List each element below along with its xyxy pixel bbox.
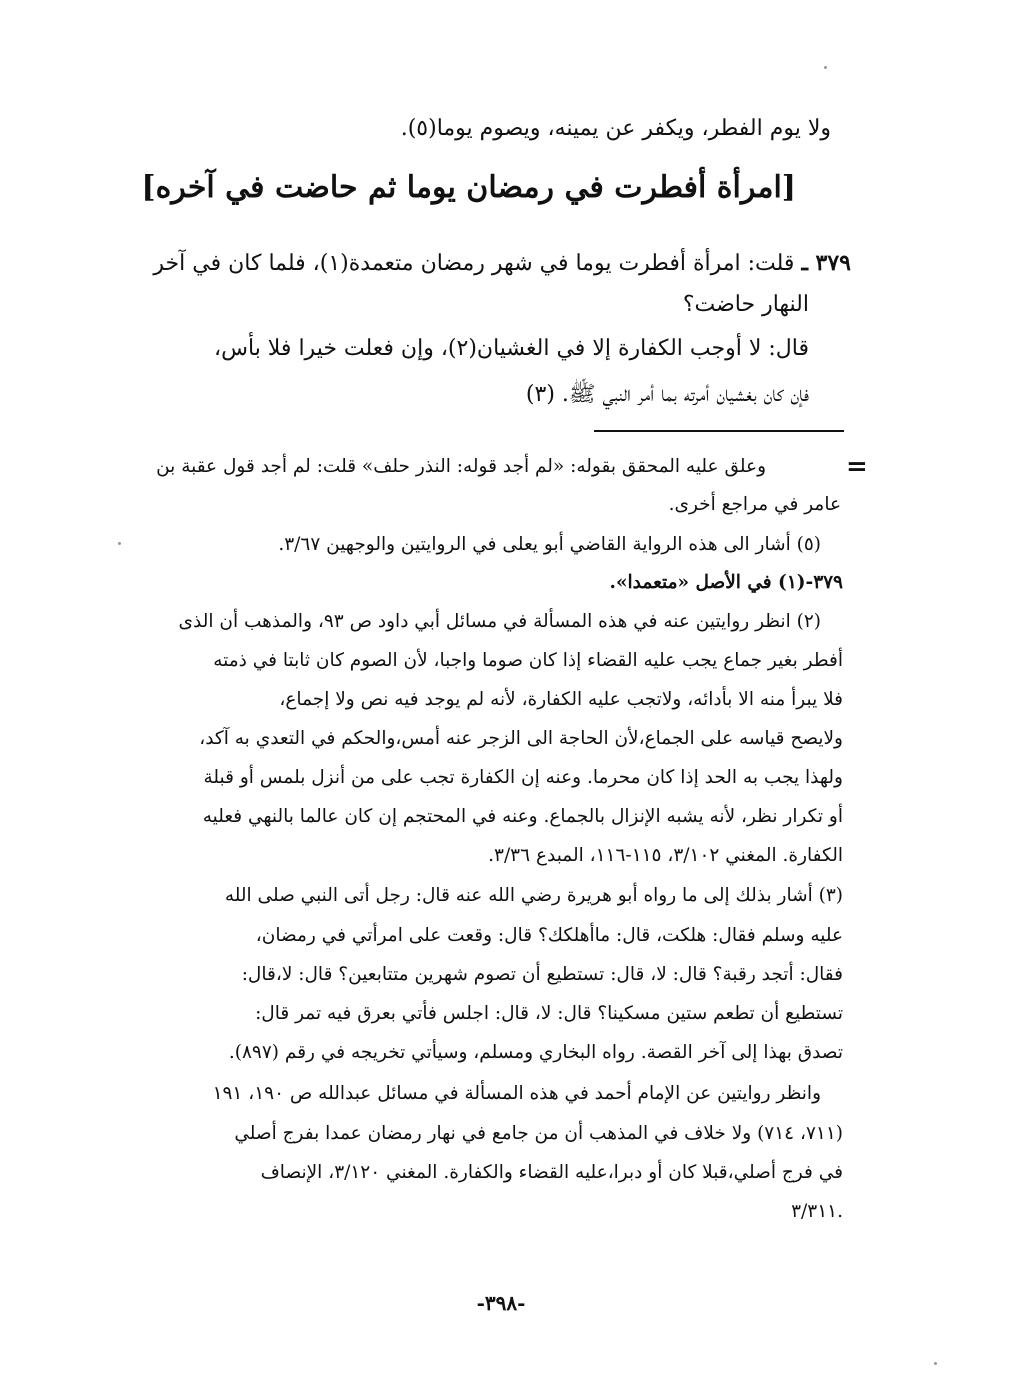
entry-line-3: قال: لا أوجب الكفارة إلا في الغشيان(٢)، وإن فعلت خيرا فلا بأس، — [214, 336, 809, 361]
footnote-line: تصدق بهذا إلى آخر القصة. رواه البخاري ومسلم، وسيأتي تخريجه في رقم (٨٩٧). — [228, 1042, 843, 1063]
page-number: -٣٩٨- — [476, 1291, 526, 1315]
footnote-line: عليه وسلم فقال: هلكت، قال: ماأهلكك؟ قال: وقعت على امرأتي في رمضان، — [255, 925, 843, 946]
entry-line-4: فإن كان بغشيان أمرته بما أمر النبي ﷺ. (٣) — [525, 382, 809, 407]
entry-line-2: النهار حاضت؟ — [682, 292, 809, 317]
footnote-line: (٧١١، ٧١٤) ولا خلاف في المذهب أن من جامع في نهار رمضان عمدا بفرج أصلي — [234, 1123, 843, 1144]
entry-text-1: قلت: امرأة أفطرت يوما في شهر رمضان متعمدة(١)، فلما كان في آخر — [153, 251, 795, 276]
footnote-line: ٣/٣١١. — [791, 1201, 843, 1222]
footnote-line: أفطر بغير جماع يجب عليه القضاء إذا كان صوما واجبا، لأن الصوم كان ثابتا في ذمته — [213, 650, 843, 671]
footnote-line: الكفارة. المغني ٣/١٠٢، ١١٥-١١٦، المبدع ٣/٣٦. — [488, 845, 843, 866]
footnote-separator — [594, 430, 844, 432]
footnote-line: (٥) أشار الى هذه الرواية القاضي أبو يعلى في الروايتين والوجهين ٣/٦٧. — [278, 534, 821, 555]
scan-speck — [824, 66, 827, 69]
scan-speck — [118, 542, 121, 545]
footnote-line: فلا يبرأ منه الا بأدائه، ولاتجب عليه الكفارة، لأنه لم يوجد فيه نص ولا إجماع، — [279, 689, 843, 710]
section-heading: [امرأة أفطرت في رمضان يوما ثم حاضت في آخره] — [141, 170, 796, 205]
footnote-line: في فرج أصلي،قبلا كان أو دبرا،عليه القضاء والكفارة. المغني ٣/١٢٠، الإنصاف — [260, 1162, 843, 1183]
footnote-line: فقال: أتجد رقبة؟ قال: لا، قال: تستطيع أن تصوم شهرين متتابعين؟ قال: لا،قال: — [241, 964, 843, 985]
top-line: ولا يوم الفطر، ويكفر عن يمينه، ويصوم يوما(٥). — [400, 116, 831, 141]
footnote-line: (٢) انظر روايتين عنه في هذه المسألة في مسائل أبي داود ص ٩٣، والمذهب أن الذى — [178, 611, 821, 632]
continuation-marker: = — [846, 452, 868, 482]
entry-line-1 — [153, 250, 851, 276]
footnote-line: وعلق عليه المحقق بقوله: «لم أجد قوله: النذر حلف» قلت: لم أجد قول عقبة بن — [156, 456, 766, 477]
footnote-line: عامر في مراجع أخرى. — [668, 494, 841, 515]
footnote-line: ولايصح قياسه على الجماع،لأن الحاجة الى الزجر عنه أمس،والحكم في التعدي به آكد، — [199, 728, 843, 749]
entry-number: ٣٧٩ ـ — [801, 250, 851, 276]
footnote-line: وانظر روايتين عن الإمام أحمد في هذه المسألة في مسائل عبدالله ص ١٩٠، ١٩١ — [212, 1083, 821, 1104]
footnote-line: أو تكرار نظر، لأنه يشبه الإنزال بالجماع. وعنه في المحتجم إن كان عالما بالنهي فعليه — [202, 806, 843, 827]
footnote-line: (٣) أشار بذلك إلى ما رواه أبو هريرة رضي الله عنه قال: رجل أتى النبي صلى الله — [224, 885, 843, 906]
scan-speck — [934, 1362, 937, 1365]
footnote-line: تستطيع أن تطعم ستين مسكينا؟ قال: لا، قال: اجلس فأتي بعرق فيه تمر قال: — [255, 1003, 843, 1024]
footnote-line: ٣٧٩-(١) في الأصل «متعمدا». — [609, 572, 843, 593]
footnote-line: ولهذا يجب به الحد إذا كان محرما. وعنه إن الكفارة تجب على من أنزل بلمس أو قبلة — [203, 767, 843, 788]
